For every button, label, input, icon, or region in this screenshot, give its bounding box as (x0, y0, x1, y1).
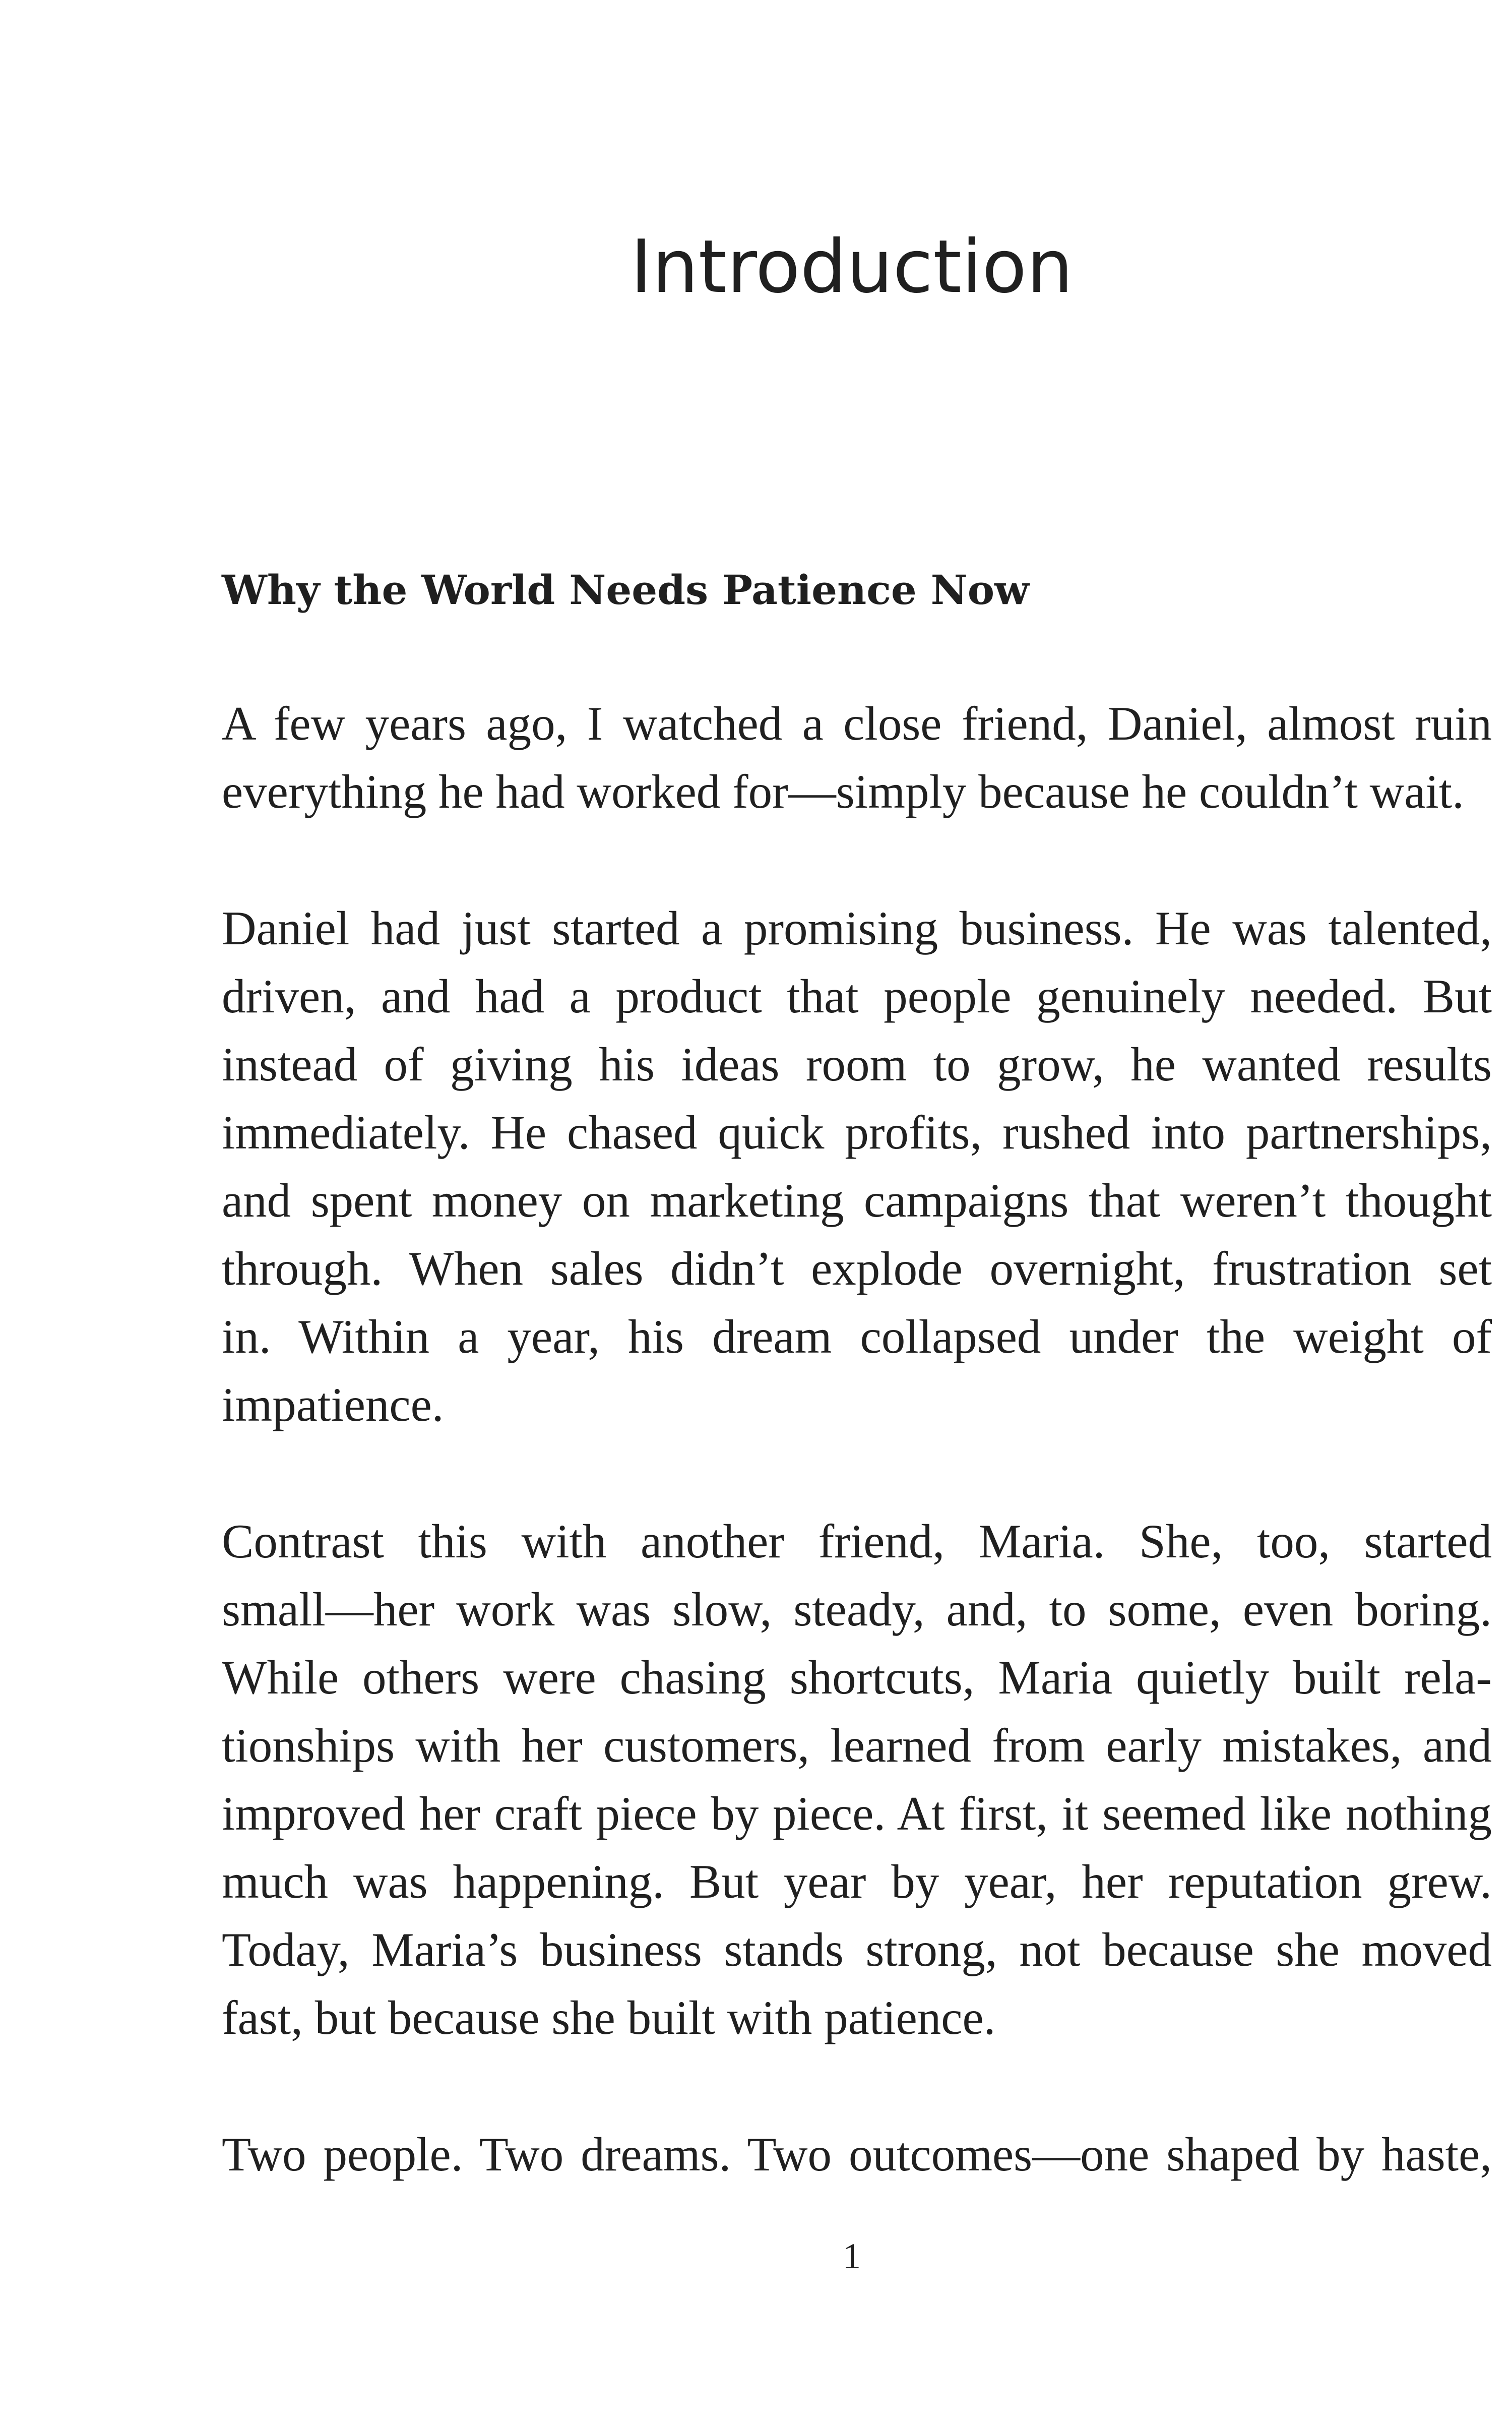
text-line: everything he had worked for—simply because he couldn’t wait. (222, 765, 1464, 818)
chapter-title: Introduction (630, 224, 1074, 310)
text-line: Daniel had just started a promising business. He was talented, (222, 901, 1492, 955)
text-line: small—her work was slow, steady, and, to some, even boring. (222, 1583, 1492, 1636)
text-line: driven, and had a product that people genuinely needed. But (222, 970, 1492, 1023)
text-line: Today, Maria’s business stands strong, not because she moved (222, 1923, 1492, 1976)
page-number: 1 (843, 2236, 861, 2276)
paragraph-maria-story (222, 1507, 1492, 2052)
text-line: and spent money on marketing campaigns that weren’t thought (222, 1174, 1492, 1227)
text-line: impatience. (222, 1378, 444, 1431)
text-line: instead of giving his ideas room to grow, he wanted results (222, 1038, 1492, 1091)
paragraph-daniel-story (222, 894, 1492, 1439)
text-line: much was happening. But year by year, her reputation grew. (222, 1855, 1492, 1908)
body-text (222, 690, 1492, 2257)
text-line: immediately. He chased quick profits, rushed into partnerships, (222, 1106, 1492, 1159)
text-line: in. Within a year, his dream collapsed under the weight of (222, 1310, 1492, 1363)
text-line: through. When sales didn’t explode overnight, frustration set (222, 1242, 1492, 1295)
paragraph-two-people (222, 2121, 1492, 2189)
text-line: A few years ago, I watched a close friend, Daniel, almost ruin (222, 697, 1492, 750)
text-line: Contrast this with another friend, Maria. She, too, started (222, 1515, 1492, 1568)
text-line: fast, but because she built with patience. (222, 1991, 996, 2044)
text-line: improved her craft piece by piece. At first, it seemed like nothing (222, 1787, 1492, 1840)
text-line: While others were chasing shortcuts, Maria quietly built rela- (222, 1651, 1492, 1704)
text-line: tionships with her customers, learned from early mistakes, and (222, 1719, 1492, 1772)
section-heading: Why the World Needs Patience Now (222, 566, 1030, 614)
text-line: Two people. Two dreams. Two outcomes—one shaped by haste, (222, 2128, 1492, 2181)
paragraph-daniel-intro (222, 690, 1492, 826)
